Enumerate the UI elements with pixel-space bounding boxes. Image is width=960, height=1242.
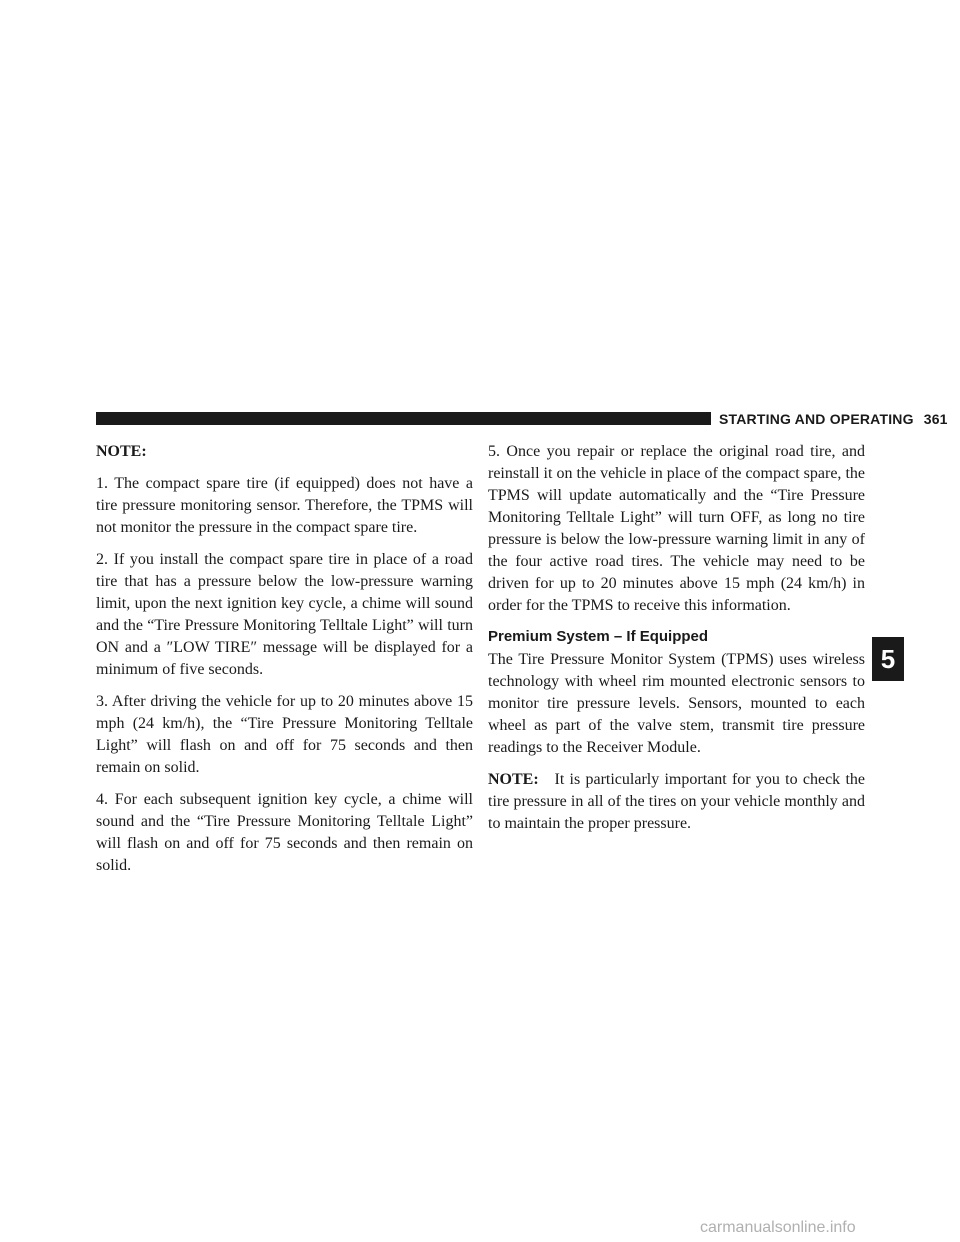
- list-item: 2. If you install the compact spare tire in place of a road tire that has a pressure below the low-pressure warning limit, upon the next ignition key cycle, a chime will sound and the “Tire Pressure Monitoring Telltale Light” will turn ON and a ″LOW TIRE″ message will be displayed for a minimum of five seconds.: [96, 551, 473, 678]
- note-paragraph: [488, 769, 865, 835]
- section-heading: Premium System – If Equipped: [488, 628, 709, 645]
- list-item: 1. The compact spare tire (if equipped) does not have a tire pressure monitoring sensor. Therefore, the TPMS will not monitor the pressure in the compact spare tire.: [96, 475, 473, 536]
- page-number: 361: [923, 411, 948, 427]
- note-label: NOTE:: [488, 771, 539, 788]
- right-column: [488, 441, 865, 835]
- list-item: 5. Once you repair or replace the original road tire, and reinstall it on the vehicle in place of the compact spare, the TPMS will update automatically and the “Tire Pressure Monitoring Telltale Light” will turn OFF, as long no tire pressure is below the low-pressure warning limit in any of the four active road tires. The vehicle may need to be driven for up to 20 minutes above 15 mph (24 km/h) in order for the TPMS to receive this information.: [488, 443, 865, 614]
- header-rule: [96, 412, 711, 425]
- chapter-tab: 5: [872, 637, 904, 681]
- note-heading: NOTE:: [96, 443, 147, 460]
- running-header: [719, 410, 948, 428]
- section-title: STARTING AND OPERATING: [719, 411, 914, 427]
- list-item: 4. For each subsequent ignition key cycle, a chime will sound and the “Tire Pressure Monitoring Telltale Light” will flash on and off for 75 seconds and then remain on solid.: [96, 791, 473, 874]
- body-paragraph: The Tire Pressure Monitor System (TPMS) uses wireless technology with wheel rim mounted electronic sensors to monitor tire pressure levels. Sensors, mounted to each wheel as part of the valve stem, transmit tire pressure readings to the Receiver Module.: [488, 651, 865, 756]
- left-column: [96, 441, 473, 887]
- note-text: It is particularly important for you to check the tire pressure in all of the tires on your vehicle monthly and to maintain the proper pressure.: [488, 771, 865, 832]
- watermark: carmanualsonline.info: [700, 1219, 856, 1236]
- list-item: 3. After driving the vehicle for up to 20 minutes above 15 mph (24 km/h), the “Tire Pressure Monitoring Telltale Light” will flash on and off for 75 seconds and then remain on solid.: [96, 693, 473, 776]
